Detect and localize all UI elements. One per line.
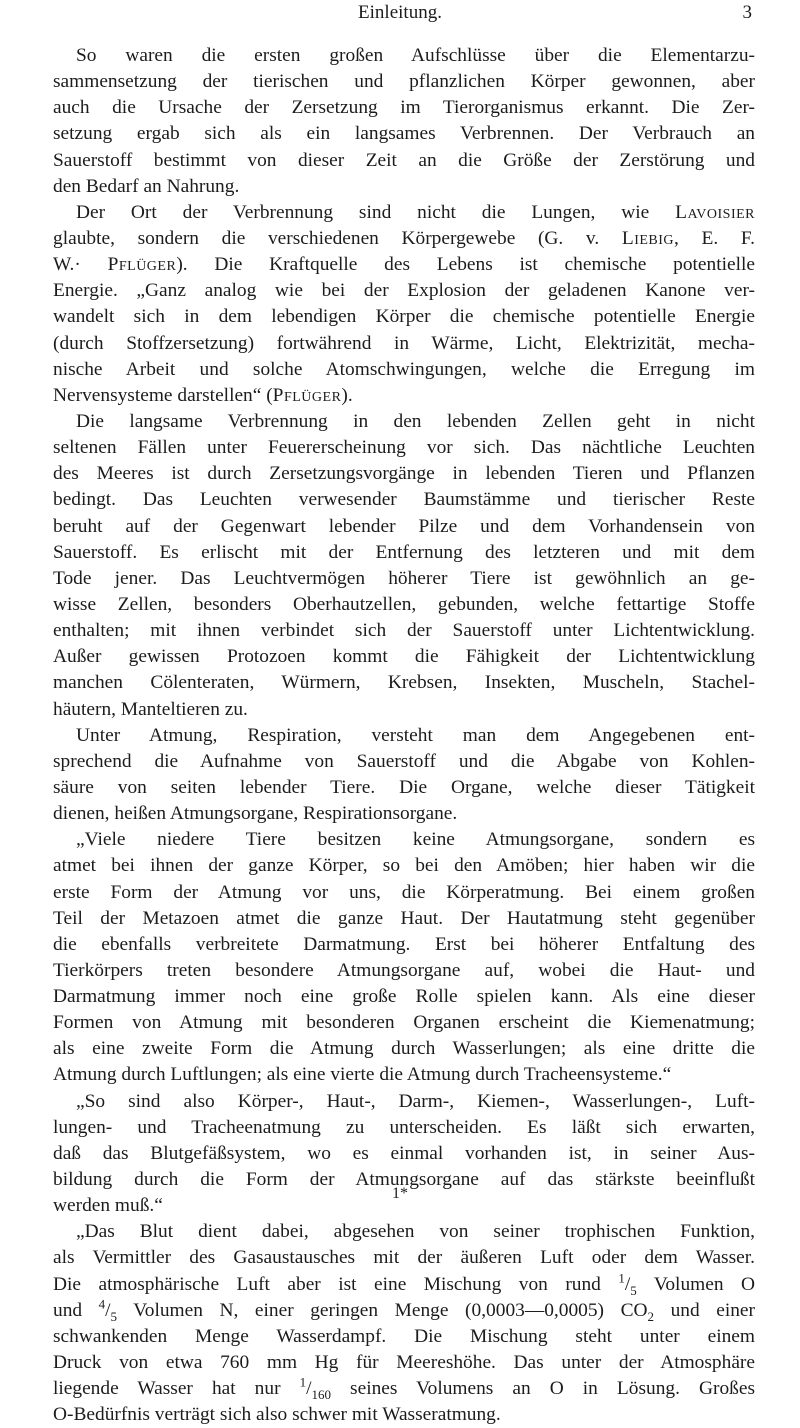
text-line xyxy=(53,95,755,121)
body-text xyxy=(53,43,755,1428)
text-line xyxy=(53,618,755,644)
text-line xyxy=(53,226,755,252)
text-segment: Formen von Atmung mit besonderen Organen erscheint die Kiemenatmung; xyxy=(53,1012,755,1034)
text-line xyxy=(53,1376,755,1402)
text-segment: sammensetzung der tierischen und pflanzlichen Körper gewonnen, aber xyxy=(53,71,755,93)
text-line xyxy=(53,252,755,278)
text-line xyxy=(53,278,755,304)
fraction-part: 4 xyxy=(98,1296,106,1312)
text-line xyxy=(53,1089,755,1115)
text-segment: Außer gewissen Protozoen kommt die Fähigkeit der Lichtentwicklung xyxy=(53,646,755,668)
fraction-part: 1 xyxy=(299,1374,307,1390)
text-line xyxy=(53,200,755,226)
text-line xyxy=(53,1402,755,1428)
text-segment: enthalten; mit ihnen verbindet sich der Sauerstoff unter Lichtentwicklung. xyxy=(53,620,755,642)
text-line xyxy=(53,853,755,879)
text-line xyxy=(53,357,755,383)
author-name: Lavoisier xyxy=(675,201,755,223)
running-head-title: Einleitung. xyxy=(358,2,442,23)
text-line xyxy=(53,514,755,540)
text-segment: Tierkörpers treten besondere Atmungsorgane auf, wobei die Haut- und xyxy=(53,959,755,981)
text-segment: ). Die Kraftquelle des Lebens ist chemische potentielle xyxy=(176,254,755,276)
text-segment: manchen Cölenteraten, Würmern, Krebsen, Insekten, Muscheln, Stachel- xyxy=(53,672,755,694)
text-segment: des Meeres ist durch Zersetzungsvorgänge in lebenden Tieren und Pflanzen xyxy=(53,463,755,485)
text-segment: Unter Atmung, Respiration, versteht man dem Angegebenen ent- xyxy=(76,724,755,746)
text-line xyxy=(53,906,755,932)
text-segment: erste Form der Atmung vor uns, die Körperatmung. Bei einem großen xyxy=(53,881,755,903)
text-segment: setzung ergab sich als ein langsames Verbrennen. Der Verbrauch an xyxy=(53,123,755,145)
text-segment: „Viele niedere Tiere besitzen keine Atmungsorgane, sondern es xyxy=(76,829,755,851)
text-line xyxy=(53,435,755,461)
text-segment: und xyxy=(53,1299,99,1321)
text-segment: sprechend die Aufnahme von Sauerstoff und die Abgabe von Kohlen- xyxy=(53,750,755,772)
text-line xyxy=(53,932,755,958)
text-line xyxy=(53,958,755,984)
text-segment: nische Arbeit und solche Atomschwingungen, welche die Erregung im xyxy=(53,358,755,380)
text-line xyxy=(53,1062,755,1088)
text-line xyxy=(53,43,755,69)
text-segment: Die langsame Verbrennung in den lebenden Zellen geht in nicht xyxy=(76,410,755,432)
text-segment: seltenen Fällen unter Feuererscheinung vor sich. Das nächtliche Leuchten xyxy=(53,437,755,459)
text-segment: wandelt sich in dem lebendigen Körper die chemische potentielle Energie xyxy=(53,306,755,328)
text-segment: ). xyxy=(341,384,353,406)
text-line xyxy=(53,1036,755,1062)
text-line xyxy=(53,304,755,330)
text-segment: Sauerstoff bestimmt von dieser Zeit an die Größe der Zerstörung und xyxy=(53,149,755,171)
text-segment: die ebenfalls verbreitete Darmatmung. Erst bei höherer Entfaltung des xyxy=(53,933,755,955)
text-segment: wisse Zellen, besonders Oberhautzellen, gebunden, welche fettartige Stoffe xyxy=(53,593,755,615)
text-segment: Volumen N, einer geringen Menge (0,0003—0,0005) CO xyxy=(117,1299,648,1321)
text-segment: werden muß.“ xyxy=(53,1195,163,1217)
text-segment: So waren die ersten großen Aufschlüsse über die Elementarzu- xyxy=(76,45,755,66)
text-segment: den Bedarf an Nahrung. xyxy=(53,175,240,197)
text-line xyxy=(53,984,755,1010)
running-head xyxy=(0,2,800,26)
text-segment: Tode jener. Das Leuchtvermögen höherer Tiere ist gewöhnlich an ge- xyxy=(53,567,755,589)
text-segment: auch die Ursache der Zersetzung im Tierorganismus erkannt. Die Zer- xyxy=(53,97,755,119)
text-line xyxy=(53,1010,755,1036)
fraction-part: 2 xyxy=(647,1308,655,1324)
text-segment: / xyxy=(624,1273,631,1295)
text-segment: häutern, Manteltieren zu. xyxy=(53,698,248,720)
author-name: Pflüger xyxy=(107,254,177,276)
text-segment: Sauerstoff. Es erlischt mit der Entfernung des letzteren und mit dem xyxy=(53,541,755,563)
text-segment: bedingt. Das Leuchten verwesender Baumstämme und tierischer Reste xyxy=(53,489,755,511)
text-line xyxy=(53,880,755,906)
text-line xyxy=(53,69,755,95)
text-segment: glaubte, sondern die verschiedenen Körpergewebe (G. v. xyxy=(53,227,622,249)
text-line xyxy=(53,409,755,435)
text-line xyxy=(53,801,755,827)
text-segment: Nervensysteme darstellen“ ( xyxy=(53,384,273,406)
text-segment: beruht auf der Gegenwart lebender Pilze und dem Vorhandensein von xyxy=(53,515,755,537)
text-segment: Der Ort der Verbrennung sind nicht die Lungen, wie xyxy=(76,201,676,223)
text-segment: / xyxy=(105,1299,111,1321)
text-segment: Volumen O xyxy=(636,1273,755,1295)
text-segment: W.· xyxy=(53,254,108,276)
text-line xyxy=(53,1350,755,1376)
text-segment: Energie. „Ganz analog wie bei der Explosion der geladenen Kanone ver- xyxy=(53,280,755,302)
text-line xyxy=(53,1219,755,1245)
text-line xyxy=(53,331,755,357)
text-segment: als Vermittler des Gasaustausches mit der äußeren Luft oder dem Wasser. xyxy=(53,1247,755,1269)
text-line xyxy=(53,723,755,749)
text-line xyxy=(53,749,755,775)
text-line xyxy=(53,644,755,670)
text-line xyxy=(53,1245,755,1271)
text-segment: „So sind also Körper-, Haut-, Darm-, Kiemen-, Wasserlungen-, Luft- xyxy=(76,1090,755,1112)
text-segment: atmet bei ihnen der ganze Körper, so bei den Amöben; hier haben wir die xyxy=(53,855,755,877)
signature-mark: 1* xyxy=(392,1185,408,1202)
text-segment: Die atmosphärische Luft aber ist eine Mischung von rund xyxy=(53,1273,619,1295)
text-segment: (durch Stoffzersetzung) fortwährend in Wärme, Licht, Elektrizität, mecha- xyxy=(53,332,755,354)
text-line xyxy=(53,1272,755,1298)
text-line xyxy=(53,670,755,696)
text-segment: „Das Blut dient dabei, abgesehen von seiner trophischen Funktion, xyxy=(76,1221,755,1243)
text-segment: als eine zweite Form die Atmung durch Wasserlungen; als eine dritte die xyxy=(53,1038,755,1060)
fraction-part: 160 xyxy=(311,1387,331,1403)
text-segment: bildung durch die Form der Atmungsorgane auf das stärkste beeinflußt xyxy=(53,1169,755,1191)
text-line xyxy=(53,1115,755,1141)
text-segment: Atmung durch Luftlungen; als eine vierte die Atmung durch Tracheensysteme.“ xyxy=(53,1064,672,1086)
text-line xyxy=(53,775,755,801)
text-line xyxy=(53,174,755,200)
author-name: Liebig xyxy=(621,227,675,249)
text-segment: schwankenden Menge Wasserdampf. Die Mischung steht unter einem xyxy=(53,1325,755,1347)
text-segment: Darmatmung immer noch eine große Rolle spielen kann. Als eine dieser xyxy=(53,986,755,1008)
text-line xyxy=(53,1298,755,1324)
text-segment: säure von seiten lebender Tiere. Die Organe, welche dieser Tätigkeit xyxy=(53,776,755,798)
text-line xyxy=(53,592,755,618)
text-segment: und einer xyxy=(654,1299,755,1321)
text-segment: lungen- und Tracheenatmung zu unterscheiden. Es läßt sich erwarten, xyxy=(53,1116,755,1138)
text-segment: dienen, heißen Atmungsorgane, Respirationsorgane. xyxy=(53,803,458,825)
fraction-part: 1 xyxy=(618,1270,625,1286)
text-segment: Druck von etwa 760 mm Hg für Meereshöhe. Das unter der Atmosphäre xyxy=(53,1352,755,1374)
text-line xyxy=(53,566,755,592)
fraction-part: 5 xyxy=(630,1282,637,1298)
text-line xyxy=(53,121,755,147)
text-segment: O-Bedürfnis verträgt sich also schwer mit Wasseratmung. xyxy=(53,1404,501,1426)
text-segment: daß das Blutgefäßsystem, wo es einmal vorhanden ist, in seiner Aus- xyxy=(53,1142,755,1164)
text-segment: , E. F. xyxy=(674,227,755,249)
text-line xyxy=(53,1141,755,1167)
text-line xyxy=(53,148,755,174)
text-segment: / xyxy=(306,1378,312,1400)
fraction-part: 5 xyxy=(110,1308,118,1324)
text-line xyxy=(53,461,755,487)
page-number: 3 xyxy=(742,2,752,23)
text-line xyxy=(53,540,755,566)
text-line xyxy=(53,1324,755,1350)
text-line xyxy=(53,827,755,853)
text-segment: liegende Wasser hat nur xyxy=(53,1378,300,1400)
text-segment: Teil der Metazoen atmet die ganze Haut. Der Hautatmung steht gegenüber xyxy=(53,907,755,929)
text-segment: seines Volumens an O in Lösung. Großes xyxy=(330,1378,755,1400)
text-line xyxy=(53,487,755,513)
text-line xyxy=(53,697,755,723)
text-line xyxy=(53,383,755,409)
author-name: Pflüger xyxy=(272,384,342,406)
